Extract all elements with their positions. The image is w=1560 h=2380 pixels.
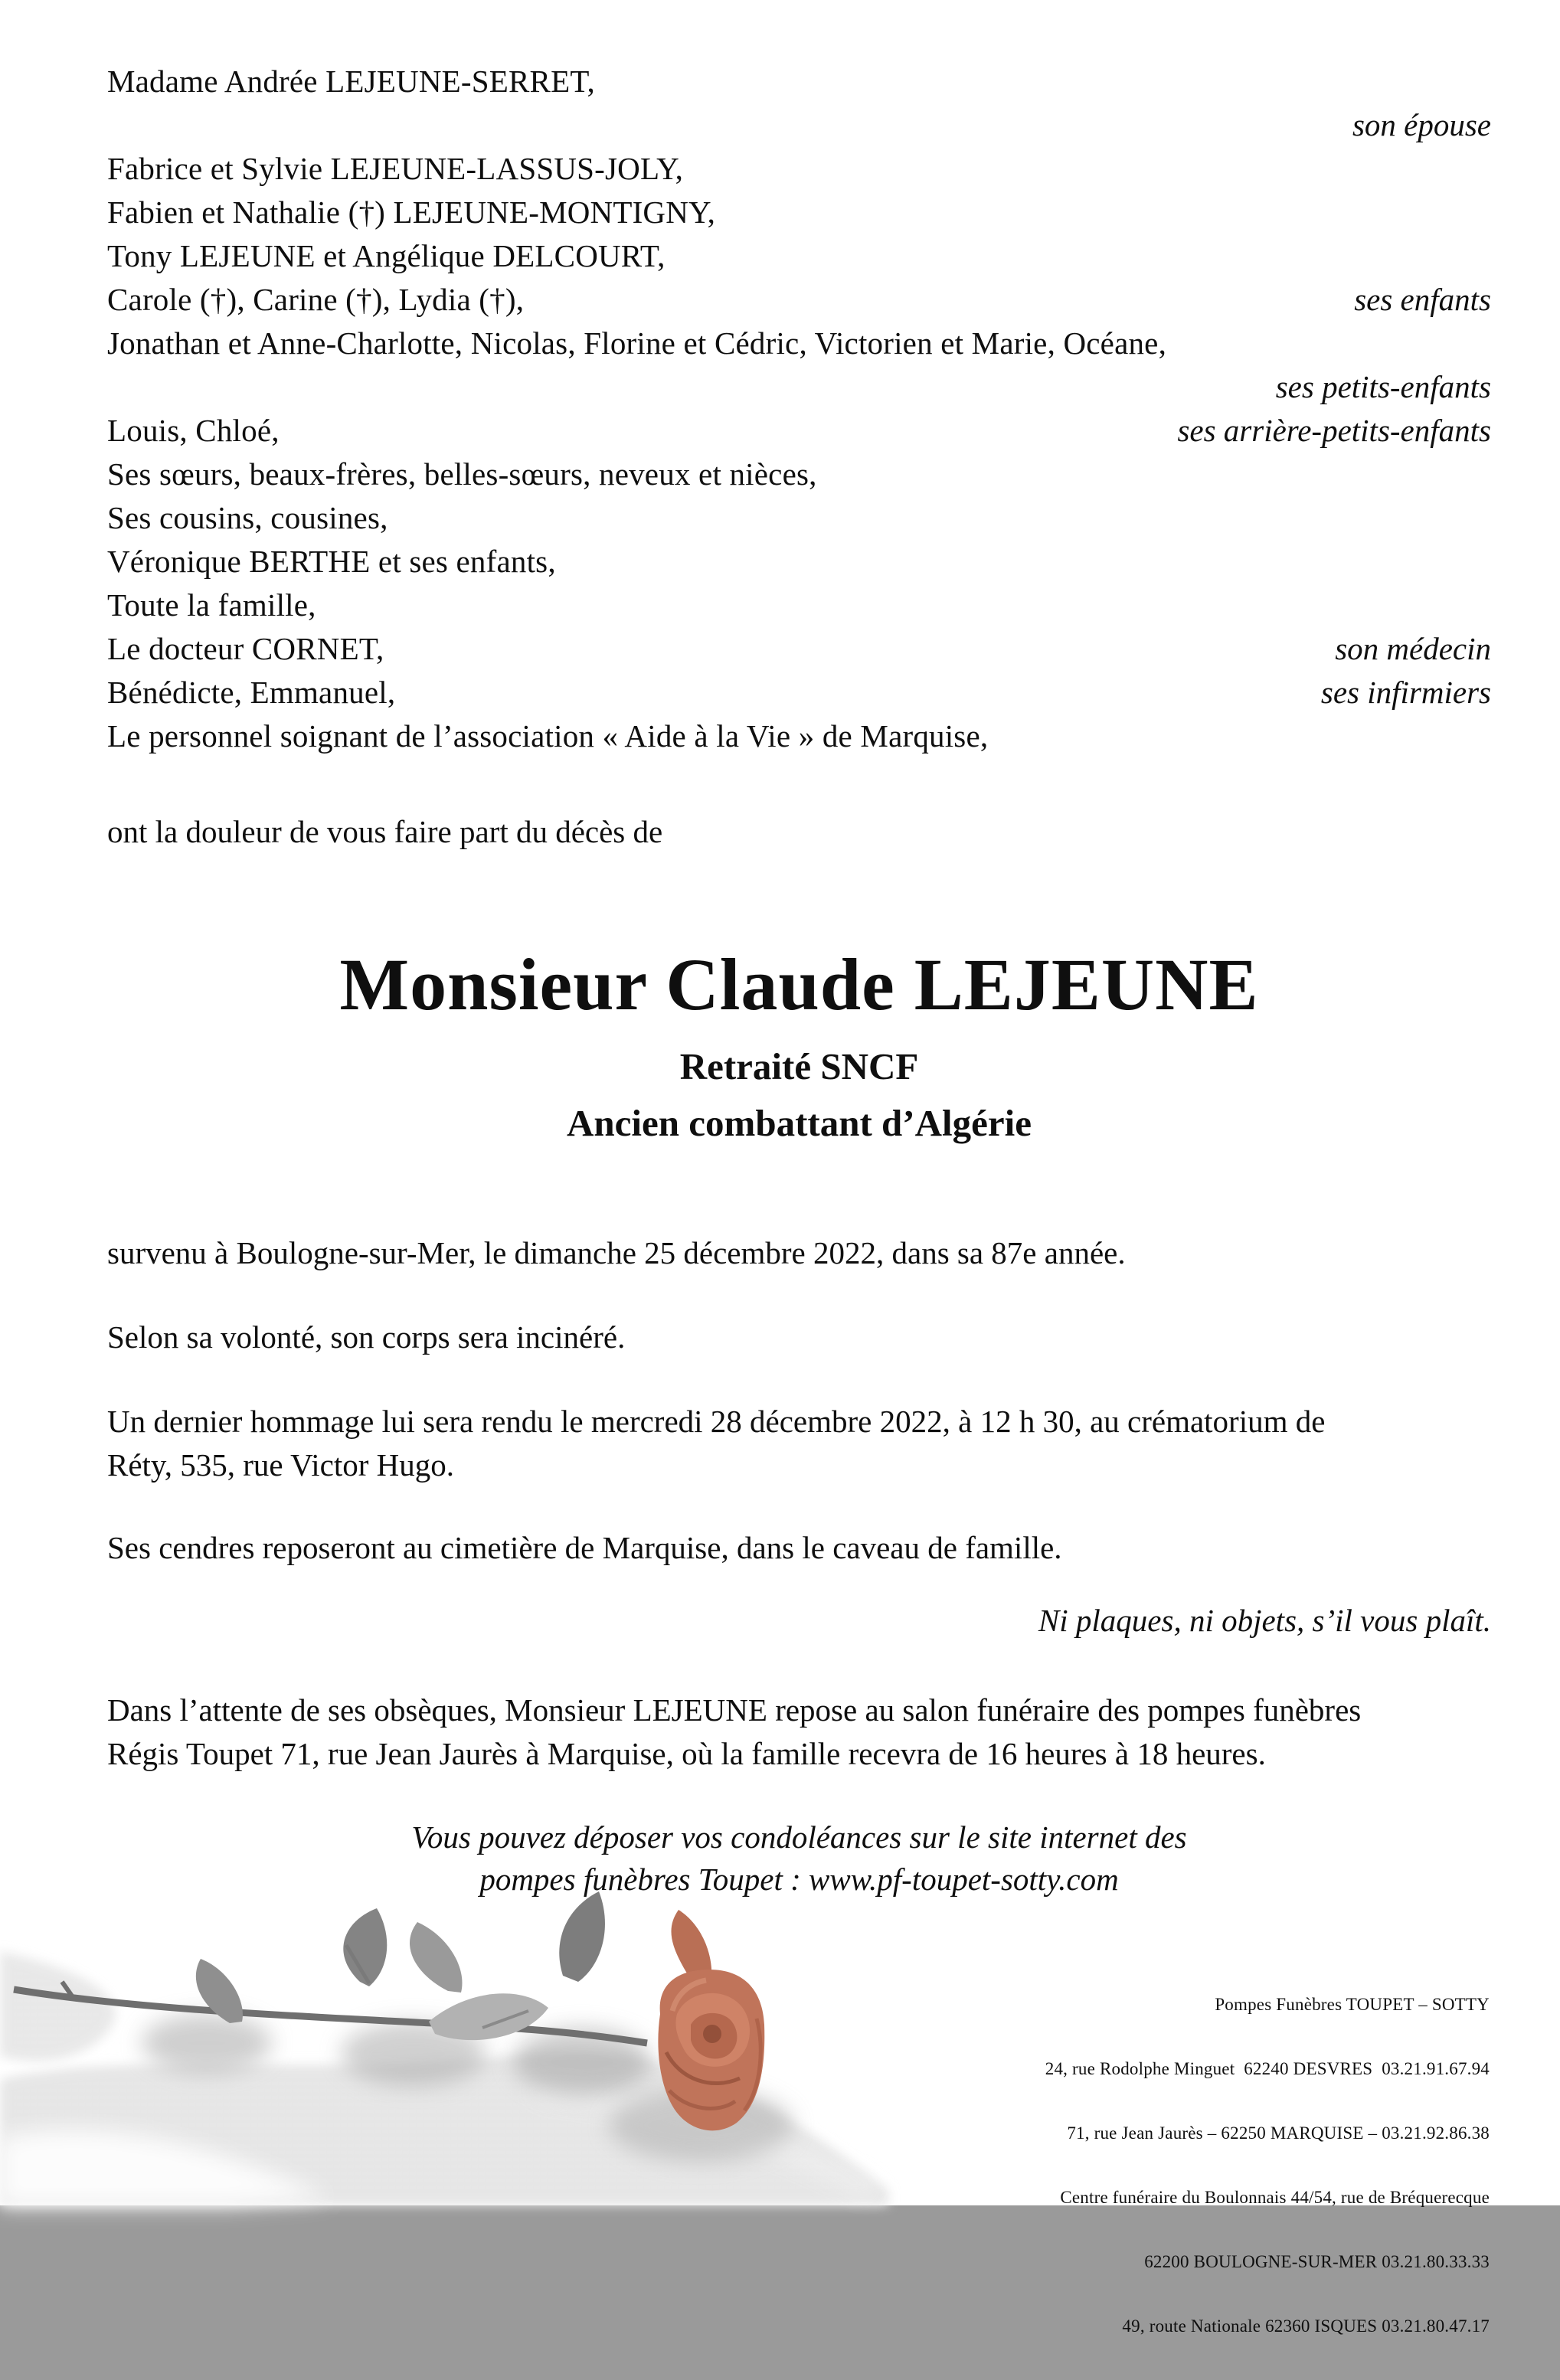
family-line: [107, 718, 1491, 761]
relation-label: ses infirmiers: [1320, 675, 1491, 710]
relation-label: ses arrière-petits-enfants: [1177, 413, 1491, 448]
relation-label: ses enfants: [1354, 282, 1491, 317]
deceased-role-retired: Retraité SNCF: [679, 1045, 919, 1087]
family-names: Madame Andrée LEJEUNE-SERRET,: [107, 64, 595, 99]
family-block: [107, 63, 1491, 761]
deceased-name: Monsieur Claude LEJEUNE: [339, 943, 1259, 1025]
intro-sentence: ont la douleur de vous faire part du décès de: [107, 814, 663, 849]
family-names: Le personnel soignant de l’association « Aide à la Vie » de Marquise,: [107, 718, 989, 754]
funeral-home-name: Pompes Funèbres TOUPET – SOTTY: [1215, 1995, 1490, 2014]
family-names: Tony LEJEUNE et Angélique DELCOURT,: [107, 238, 666, 273]
family-line: [107, 630, 1491, 674]
deceased-block: [107, 943, 1491, 1145]
relation-label: son médecin: [1335, 631, 1491, 666]
no-plaques-notice: Ni plaques, ni objets, s’il vous plaît.: [1038, 1603, 1491, 1638]
funeral-home-block: [1045, 1951, 1490, 2380]
cremation-wish: Selon sa volonté, son corps sera incinéré.: [107, 1319, 626, 1355]
family-line: [107, 106, 1491, 150]
family-names: Ses sœurs, beaux-frères, belles-sœurs, neveux et nièces,: [107, 456, 817, 492]
family-line: [107, 456, 1491, 499]
relation-label: ses petits-enfants: [1275, 369, 1491, 404]
family-names: Carole (†), Carine (†), Lydia (†),: [107, 282, 525, 317]
family-names: Jonathan et Anne-Charlotte, Nicolas, Florine et Cédric, Victorien et Marie, Océane,: [107, 325, 1167, 361]
repose-line-2: Régis Toupet 71, rue Jean Jaurès à Marquise, où la famille recevra de 16 heures à 18 heures.: [107, 1736, 1266, 1771]
family-line: [107, 63, 1491, 106]
family-names: Fabien et Nathalie (†) LEJEUNE-MONTIGNY,: [107, 195, 716, 230]
family-line: [107, 412, 1491, 456]
funeral-home-address: Centre funéraire du Boulonnais 44/54, rue de Bréquerecque: [1060, 2188, 1490, 2207]
repose-line-1: Dans l’attente de ses obsèques, Monsieur LEJEUNE repose au salon funéraire des pompes funèbres: [107, 1692, 1362, 1728]
family-line: [107, 194, 1491, 237]
relation-label: son épouse: [1352, 107, 1491, 142]
family-line: [107, 499, 1491, 543]
family-line: [107, 543, 1491, 587]
homage-details: [107, 1400, 1491, 1487]
family-names: Bénédicte, Emmanuel,: [107, 675, 396, 710]
funeral-home-address: 24, rue Rodolphe Minguet 62240 DESVRES 03.21.91.67.94: [1045, 2059, 1490, 2078]
condolences-line-2: pompes funèbres Toupet : www.pf-toupet-sotty.com: [479, 1862, 1119, 1897]
rose-photo-svg: [0, 1861, 888, 2205]
family-names: Fabrice et Sylvie LEJEUNE-LASSUS-JOLY,: [107, 151, 684, 186]
family-line: [107, 325, 1491, 368]
family-line: [107, 281, 1491, 325]
family-line: [107, 150, 1491, 194]
repose-details: [107, 1689, 1491, 1776]
deceased-role-veteran: Ancien combattant d’Algérie: [567, 1102, 1032, 1144]
rose-photo: [0, 1861, 888, 2205]
homage-line-1: Un dernier hommage lui sera rendu le mercredi 28 décembre 2022, à 12 h 30, au crématorium de: [107, 1404, 1326, 1439]
family-line: [107, 237, 1491, 281]
funeral-home-address: 49, route Nationale 62360 ISQUES 03.21.80.47.17: [1122, 2316, 1490, 2336]
family-names: Louis, Chloé,: [107, 413, 280, 448]
funeral-home-address: 62200 BOULOGNE-SUR-MER 03.21.80.33.33: [1144, 2252, 1490, 2271]
family-names: Véronique BERTHE et ses enfants,: [107, 544, 556, 579]
condolences-line-1: Vous pouvez déposer vos condoléances sur le site internet des: [411, 1819, 1187, 1855]
family-names: Ses cousins, cousines,: [107, 500, 388, 535]
homage-line-2: Réty, 535, rue Victor Hugo.: [107, 1447, 455, 1483]
family-names: Le docteur CORNET,: [107, 631, 384, 666]
family-line: [107, 587, 1491, 630]
family-line: [107, 674, 1491, 718]
death-details: survenu à Boulogne-sur-Mer, le dimanche 25 décembre 2022, dans sa 87e année.: [107, 1235, 1126, 1270]
funeral-home-address: 71, rue Jean Jaurès – 62250 MARQUISE – 03.21.92.86.38: [1067, 2123, 1490, 2143]
ashes-details: Ses cendres reposeront au cimetière de Marquise, dans le caveau de famille.: [107, 1530, 1062, 1565]
family-line: [107, 368, 1491, 412]
family-names: Toute la famille,: [107, 587, 316, 623]
